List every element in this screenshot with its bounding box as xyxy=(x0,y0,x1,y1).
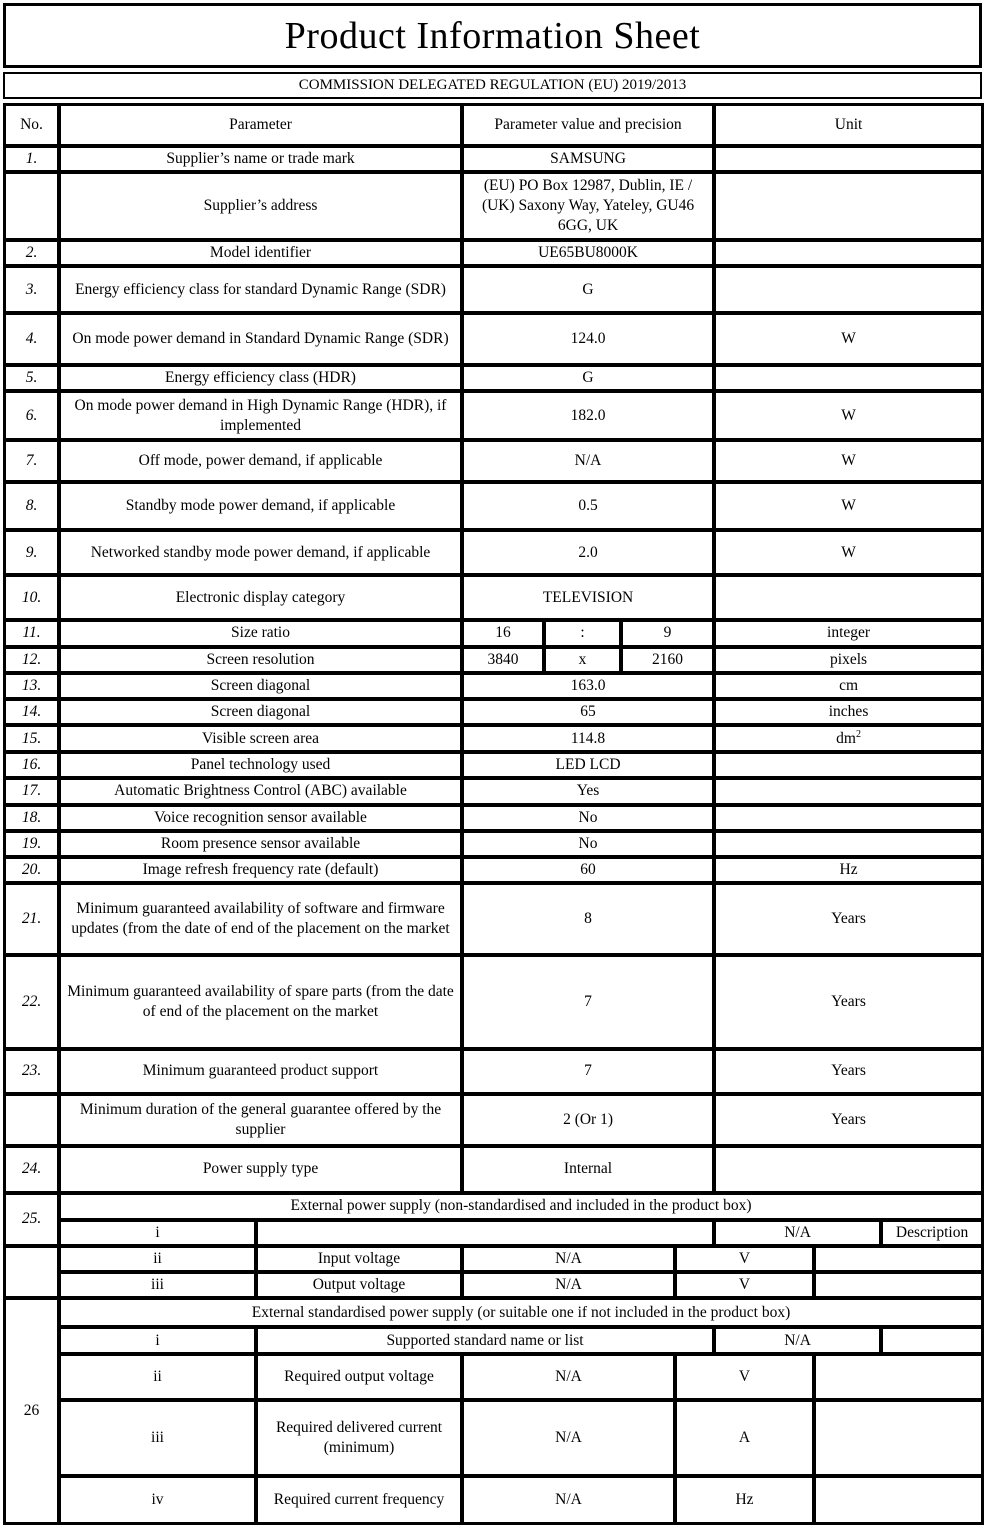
row-unit xyxy=(714,172,983,240)
row-unit xyxy=(714,752,983,778)
row-parameter: Standby mode power demand, if applicable xyxy=(59,482,462,530)
unit-text: dm xyxy=(836,730,856,748)
row-no: 5. xyxy=(4,365,59,391)
row-parameter: Supplier’s name or trade mark xyxy=(59,146,462,172)
row-no: 15. xyxy=(4,725,59,752)
row-no: 23. xyxy=(4,1049,59,1094)
row-no: 4. xyxy=(4,313,59,365)
table-row xyxy=(4,805,983,831)
row-value: No xyxy=(462,831,714,857)
table-row xyxy=(4,883,983,955)
row-value: 124.0 xyxy=(462,313,714,365)
table-row xyxy=(4,1327,983,1354)
row-unit xyxy=(714,146,983,172)
row-parameter: Energy efficiency class for standard Dynamic Range (SDR) xyxy=(59,266,462,313)
row-value: 2 (Or 1) xyxy=(462,1094,714,1146)
table-row xyxy=(4,530,983,575)
row-parameter: Electronic display category xyxy=(59,575,462,620)
row-no xyxy=(4,172,59,240)
row-unit: V xyxy=(675,1246,814,1272)
row-value: 8 xyxy=(462,883,714,955)
col-header-no: No. xyxy=(4,104,59,146)
row-unit: cm xyxy=(714,673,983,699)
row-parameter: Off mode, power demand, if applicable xyxy=(59,440,462,482)
row-value: 182.0 xyxy=(462,391,714,440)
row-no: 14. xyxy=(4,699,59,725)
row-value: 65 xyxy=(462,699,714,725)
row-unit xyxy=(714,240,983,266)
table-row xyxy=(4,172,983,240)
row-parameter: Minimum guaranteed availability of software and firmware updates (from the date of end of the placement on the market xyxy=(59,883,462,955)
row-parameter: Supplier’s address xyxy=(59,172,462,240)
table-row xyxy=(4,1049,983,1094)
row-parameter: Image refresh frequency rate (default) xyxy=(59,857,462,883)
section-25-banner: External power supply (non-standardised and included in the product box) xyxy=(59,1193,983,1220)
row-value: N/A xyxy=(714,1220,881,1246)
table-row xyxy=(4,575,983,620)
row-value: (EU) PO Box 12987, Dublin, IE / (UK) Saxony Way, Yateley, GU46 6GG, UK xyxy=(462,172,714,240)
row-no: 2. xyxy=(4,240,59,266)
row-value: 7 xyxy=(462,955,714,1049)
row-value: Yes xyxy=(462,778,714,804)
row-no: 20. xyxy=(4,857,59,883)
row-value: Internal xyxy=(462,1146,714,1193)
row-unit: V xyxy=(675,1272,814,1298)
table-row xyxy=(4,1272,983,1298)
row-no: 24. xyxy=(4,1146,59,1193)
row-parameter: On mode power demand in High Dynamic Range (HDR), if implemented xyxy=(59,391,462,440)
row-parameter: Minimum guaranteed product support xyxy=(59,1049,462,1094)
table-row xyxy=(4,365,983,391)
page-title: Product Information Sheet xyxy=(3,3,982,68)
row-unit: W xyxy=(714,440,983,482)
row-parameter: Room presence sensor available xyxy=(59,831,462,857)
row-parameter: Supported standard name or list xyxy=(256,1327,714,1354)
row-value-sep: : xyxy=(544,620,621,646)
row-unit: Years xyxy=(714,955,983,1049)
row-parameter: Model identifier xyxy=(59,240,462,266)
row-value: N/A xyxy=(462,1354,675,1400)
row-unit xyxy=(714,365,983,391)
row-unit xyxy=(714,805,983,831)
row-unit: inches xyxy=(714,699,983,725)
table-row xyxy=(4,699,983,725)
unit-superscript: 2 xyxy=(855,728,861,740)
table-header-row xyxy=(4,104,983,146)
row-no: 6. xyxy=(4,391,59,440)
table-row xyxy=(4,1094,983,1146)
table-row xyxy=(4,831,983,857)
table-row xyxy=(4,620,983,646)
row-no: 12. xyxy=(4,647,59,673)
row-value: G xyxy=(462,365,714,391)
product-table xyxy=(3,103,984,1525)
row-no: 8. xyxy=(4,482,59,530)
row-value: 60 xyxy=(462,857,714,883)
row-parameter: Minimum guaranteed availability of spare parts (from the date of end of the placement on the market xyxy=(59,955,462,1049)
table-row xyxy=(4,1400,983,1476)
row-parameter: Input voltage xyxy=(256,1246,462,1272)
row-unit: W xyxy=(714,391,983,440)
row-no: 7. xyxy=(4,440,59,482)
row-blank xyxy=(256,1220,714,1246)
row-value-sep: x xyxy=(544,647,621,673)
table-row xyxy=(4,313,983,365)
table-row xyxy=(4,1220,983,1246)
row-value-a: 3840 xyxy=(462,647,544,673)
row-no: 18. xyxy=(4,805,59,831)
row-value: N/A xyxy=(462,1272,675,1298)
row-no: 9. xyxy=(4,530,59,575)
row-unit xyxy=(714,1146,983,1193)
section-26-banner-row xyxy=(4,1298,983,1327)
row-unit: W xyxy=(714,313,983,365)
row-no: 10. xyxy=(4,575,59,620)
row-description xyxy=(814,1400,983,1476)
table-row xyxy=(4,1246,983,1272)
row-description xyxy=(814,1272,983,1298)
row-no: 22. xyxy=(4,955,59,1049)
table-row xyxy=(4,240,983,266)
table-row xyxy=(4,725,983,752)
table-row xyxy=(4,391,983,440)
row-value: 114.8 xyxy=(462,725,714,752)
row-value: N/A xyxy=(714,1327,881,1354)
row-unit: pixels xyxy=(714,647,983,673)
row-value: 163.0 xyxy=(462,673,714,699)
row-value: N/A xyxy=(462,1400,675,1476)
row-parameter: Required output voltage xyxy=(256,1354,462,1400)
row-no xyxy=(4,1094,59,1146)
row-unit xyxy=(714,831,983,857)
table-row xyxy=(4,1476,983,1524)
row-roman: i xyxy=(59,1220,256,1246)
row-value: 2.0 xyxy=(462,530,714,575)
row-parameter: Screen resolution xyxy=(59,647,462,673)
table-row xyxy=(4,857,983,883)
row-description xyxy=(814,1476,983,1524)
row-unit: Hz xyxy=(675,1476,814,1524)
table-row xyxy=(4,1354,983,1400)
row-value: G xyxy=(462,266,714,313)
row-no: 19. xyxy=(4,831,59,857)
regulation-subtitle: COMMISSION DELEGATED REGULATION (EU) 2019/2013 xyxy=(3,72,982,99)
table-row xyxy=(4,752,983,778)
row-no: 3. xyxy=(4,266,59,313)
row-no xyxy=(4,1246,59,1298)
row-unit xyxy=(714,575,983,620)
row-value: N/A xyxy=(462,1246,675,1272)
table-row xyxy=(4,955,983,1049)
row-parameter: Energy efficiency class (HDR) xyxy=(59,365,462,391)
row-no: 13. xyxy=(4,673,59,699)
row-unit: Years xyxy=(714,1094,983,1146)
row-roman: i xyxy=(59,1327,256,1354)
table-row xyxy=(4,266,983,313)
row-value-b: 2160 xyxy=(621,647,714,673)
row-roman: iii xyxy=(59,1272,256,1298)
row-description xyxy=(814,1246,983,1272)
row-roman: iii xyxy=(59,1400,256,1476)
row-no: 21. xyxy=(4,883,59,955)
row-roman: iv xyxy=(59,1476,256,1524)
section-26-banner: External standardised power supply (or suitable one if not included in the product box) xyxy=(59,1298,983,1327)
row-value: TELEVISION xyxy=(462,575,714,620)
row-value: UE65BU8000K xyxy=(462,240,714,266)
col-header-unit: Unit xyxy=(714,104,983,146)
row-unit xyxy=(714,266,983,313)
table-row xyxy=(4,647,983,673)
row-unit: Years xyxy=(714,883,983,955)
row-parameter: Screen diagonal xyxy=(59,699,462,725)
table-row xyxy=(4,673,983,699)
row-unit: W xyxy=(714,482,983,530)
row-parameter: Required delivered current (minimum) xyxy=(256,1400,462,1476)
row-unit xyxy=(714,725,983,752)
row-value: N/A xyxy=(462,1476,675,1524)
row-parameter: Power supply type xyxy=(59,1146,462,1193)
row-value: LED LCD xyxy=(462,752,714,778)
table-row xyxy=(4,482,983,530)
row-no: 25. xyxy=(4,1193,59,1246)
row-unit: A xyxy=(675,1400,814,1476)
row-unit: integer xyxy=(714,620,983,646)
row-value: 0.5 xyxy=(462,482,714,530)
row-unit xyxy=(714,778,983,804)
row-no: 16. xyxy=(4,752,59,778)
row-no: 17. xyxy=(4,778,59,804)
table-row xyxy=(4,1146,983,1193)
row-parameter: Automatic Brightness Control (ABC) available xyxy=(59,778,462,804)
row-parameter: Voice recognition sensor available xyxy=(59,805,462,831)
row-unit: Years xyxy=(714,1049,983,1094)
table-row xyxy=(4,146,983,172)
row-no: 26 xyxy=(4,1298,59,1524)
row-parameter: Networked standby mode power demand, if applicable xyxy=(59,530,462,575)
row-parameter: Panel technology used xyxy=(59,752,462,778)
col-header-value: Parameter value and precision xyxy=(462,104,714,146)
table-row xyxy=(4,440,983,482)
row-no: 1. xyxy=(4,146,59,172)
row-roman: ii xyxy=(59,1354,256,1400)
col-header-parameter: Parameter xyxy=(59,104,462,146)
row-parameter: Minimum duration of the general guarantee offered by the supplier xyxy=(59,1094,462,1146)
row-value: SAMSUNG xyxy=(462,146,714,172)
row-value: 7 xyxy=(462,1049,714,1094)
row-value-a: 16 xyxy=(462,620,544,646)
row-parameter: Output voltage xyxy=(256,1272,462,1298)
row-unit: V xyxy=(675,1354,814,1400)
row-description xyxy=(881,1327,983,1354)
row-unit: W xyxy=(714,530,983,575)
row-parameter: Visible screen area xyxy=(59,725,462,752)
row-unit: Hz xyxy=(714,857,983,883)
row-roman: ii xyxy=(59,1246,256,1272)
table-row xyxy=(4,778,983,804)
row-parameter: On mode power demand in Standard Dynamic Range (SDR) xyxy=(59,313,462,365)
row-description xyxy=(814,1354,983,1400)
row-no: 11. xyxy=(4,620,59,646)
product-information-sheet xyxy=(3,3,982,1525)
row-description: Description xyxy=(881,1220,983,1246)
row-value-b: 9 xyxy=(621,620,714,646)
row-value: N/A xyxy=(462,440,714,482)
row-parameter: Required current frequency xyxy=(256,1476,462,1524)
row-value: No xyxy=(462,805,714,831)
row-parameter: Size ratio xyxy=(59,620,462,646)
section-25-banner-row xyxy=(4,1193,983,1220)
row-parameter: Screen diagonal xyxy=(59,673,462,699)
